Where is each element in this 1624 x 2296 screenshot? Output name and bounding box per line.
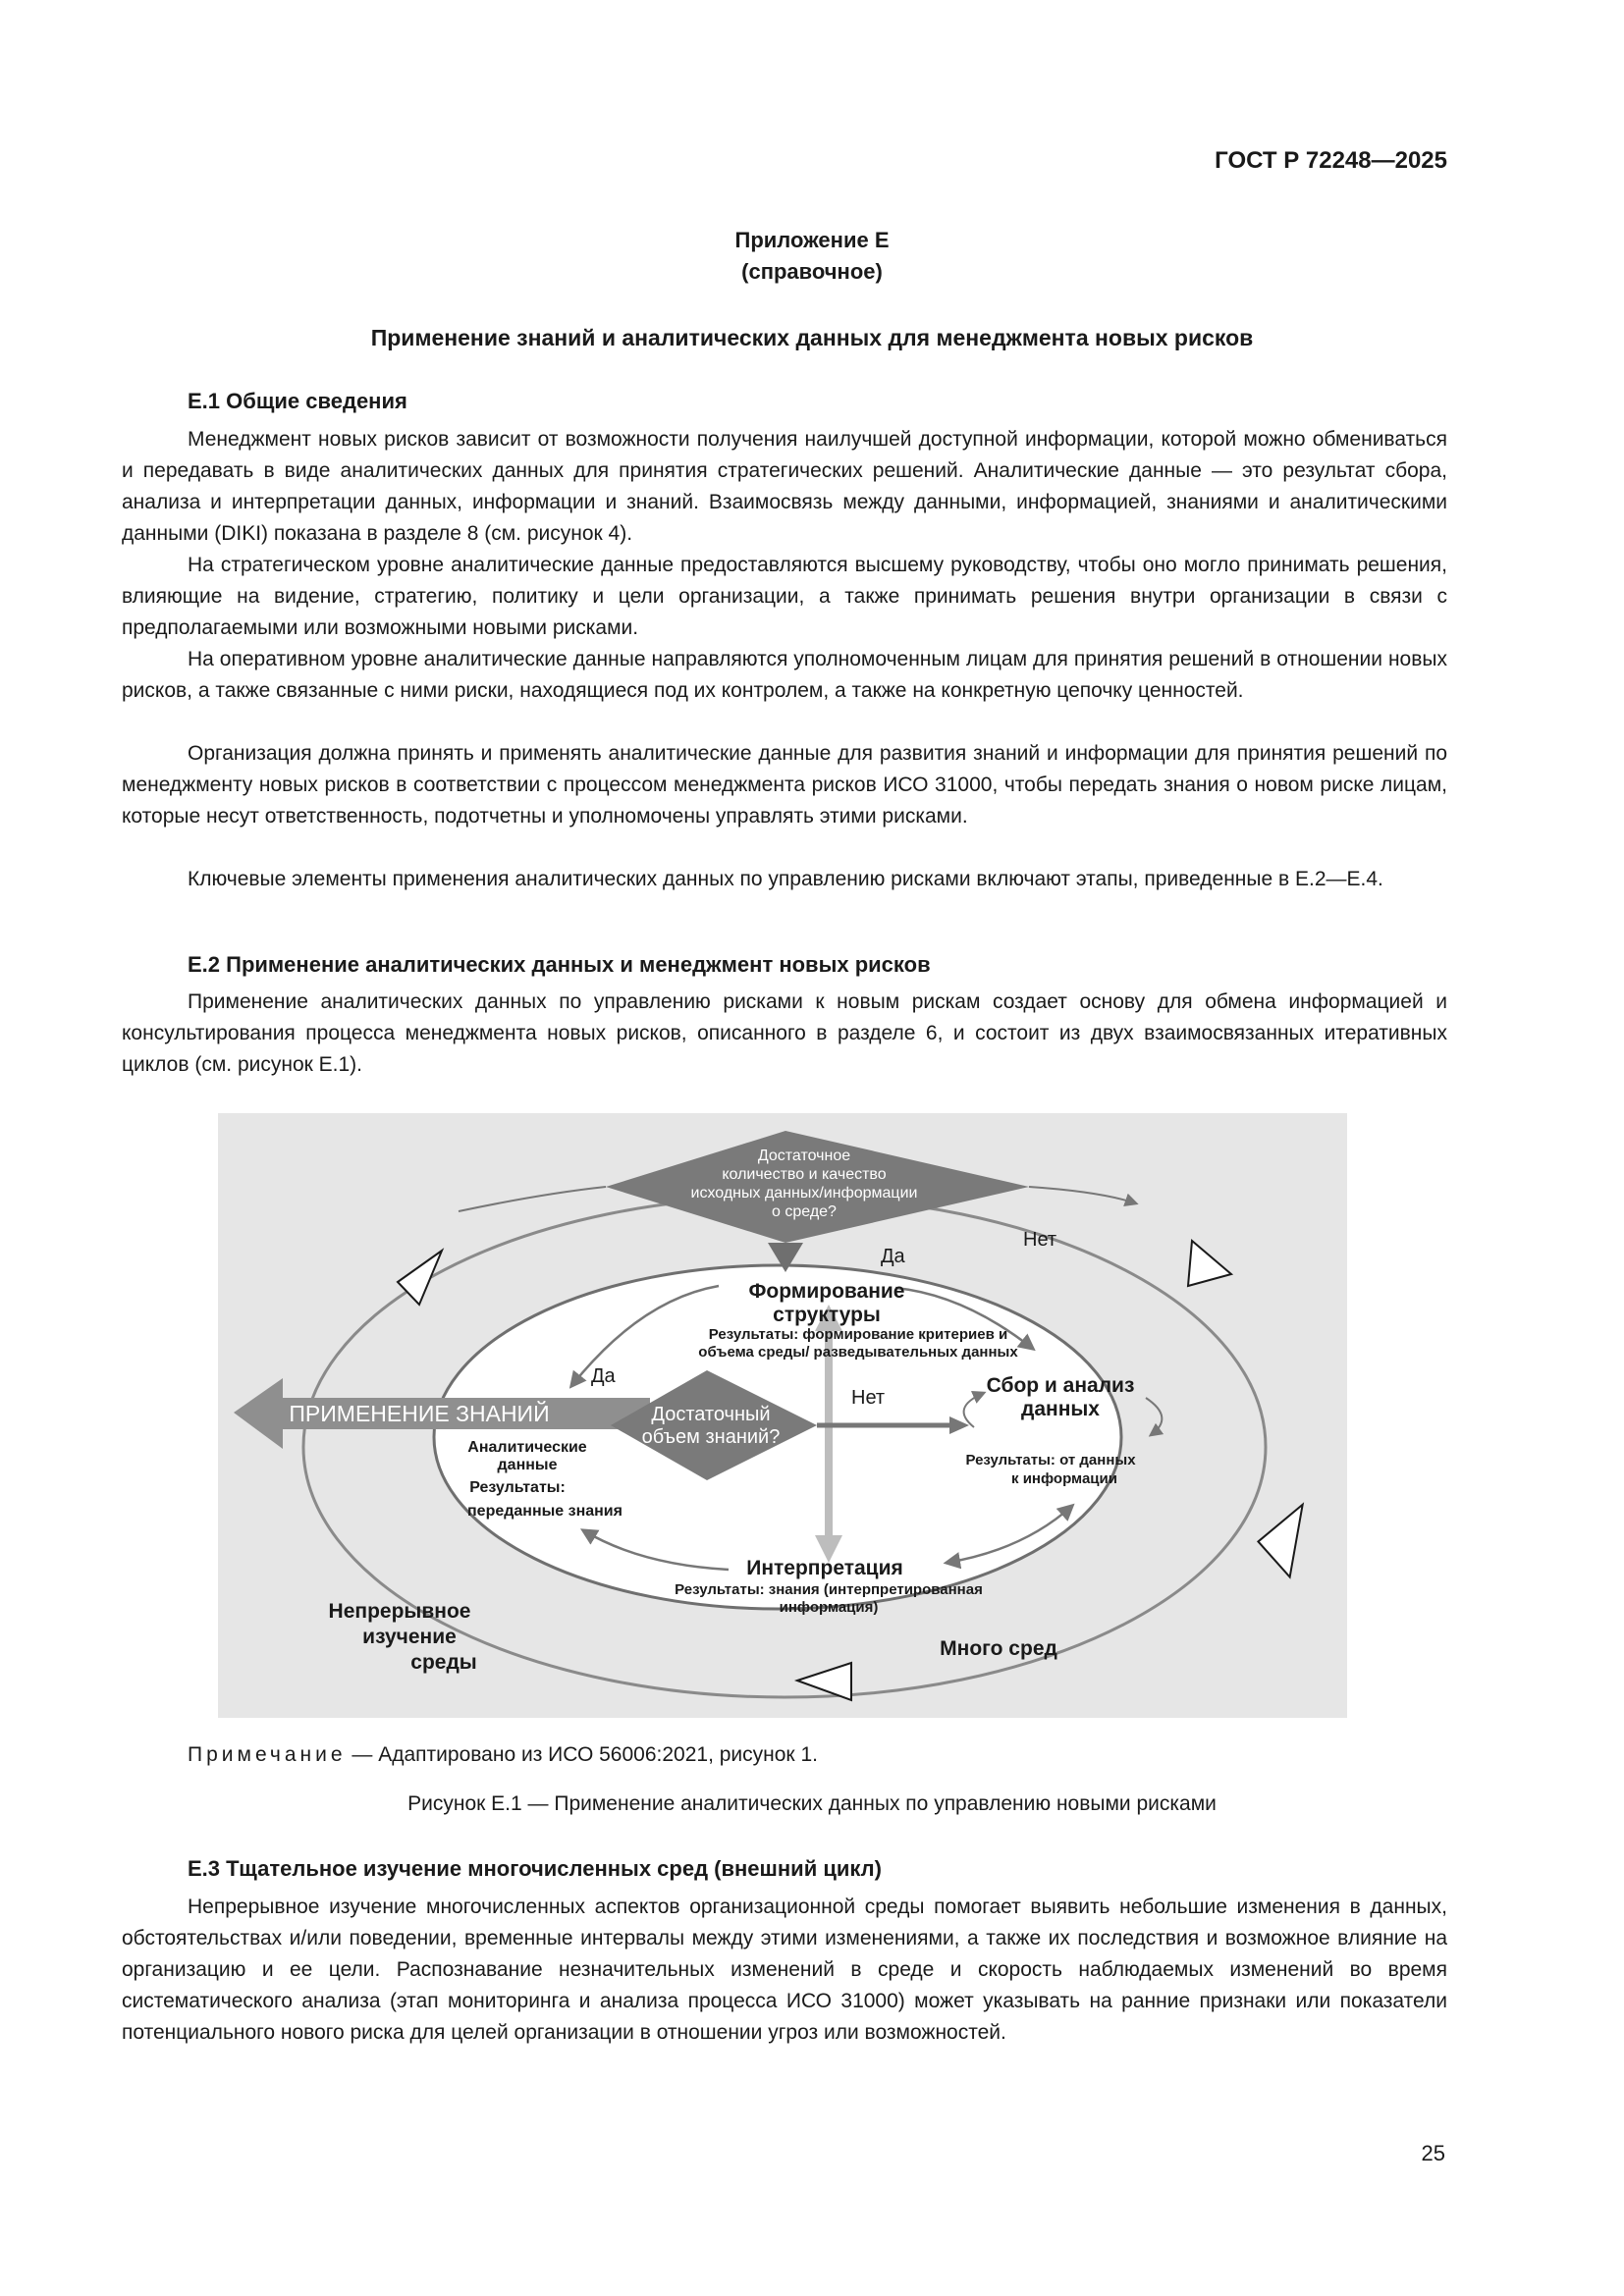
analytics-results-line-1: Результаты:: [469, 1479, 566, 1496]
main-title: Применение знаний и аналитических данных для менеджмента новых рисков: [370, 325, 1254, 350]
inner-yes-label: Да: [591, 1365, 616, 1387]
framing-results-line-1: Результаты: формирование критериев и: [708, 1326, 1008, 1343]
top-diamond-line-3: исходных данных/информации: [690, 1185, 918, 1201]
e1-paragraph-3: На оперативном уровне аналитические данные направляются уполномоченным лицам для принятия решений в отношении новых рисков, а также связанные с ними риски, находящиеся под их контролем, а также на конкретную цепочку ценностей.: [122, 648, 1447, 702]
framing-results-line-2: объема среды/ разведывательных данных: [698, 1344, 1018, 1361]
outer-cycle-arrow-right-icon: [1188, 1241, 1231, 1286]
analytics-label-line-2: данные: [497, 1457, 558, 1473]
analytics-results-line-2: переданные знания: [467, 1503, 623, 1520]
top-ring-segment: [459, 1187, 606, 1211]
section-e1-heading: Е.1 Общие сведения: [188, 389, 407, 413]
continuous-study-line-3: среды: [410, 1651, 477, 1674]
analytics-label-line-1: Аналитические: [467, 1439, 587, 1456]
continuous-study-line-1: Непрерывное: [328, 1600, 471, 1623]
collect-loop-right: [1146, 1398, 1162, 1435]
top-no-arrow: [1029, 1187, 1136, 1203]
standard-header: ГОСТ Р 72248—2025: [1215, 147, 1447, 174]
inner-no-label: Нет: [851, 1387, 886, 1409]
many-environments-label: Много сред: [940, 1637, 1057, 1660]
e2-paragraph: Применение аналитических данных по управлению рисками к новым рискам создает основу для обмена информацией и консультирования процесса менеджмента новых рисков, описанного в разделе 6, и состоит из двух взаимосвязанных итеративных циклов (см. рисунок Е.1).: [122, 990, 1447, 1076]
framing-title-line-1: Формирование: [748, 1280, 905, 1303]
top-diamond-line-4: о среде?: [772, 1203, 837, 1220]
collect-title-line-2: данных: [1021, 1398, 1100, 1420]
outer-cycle-arrow-bottom-right-icon: [1253, 1498, 1302, 1576]
figure-caption: Рисунок Е.1 — Применение аналитических данных по управлению новыми рисками: [407, 1792, 1217, 1815]
outer-cycle-arrow-bottom-icon: [797, 1663, 851, 1700]
top-diamond-line-2: количество и качество: [722, 1166, 887, 1183]
interpretation-results-line-2: информация): [779, 1599, 879, 1616]
page-number: 25: [1421, 2141, 1445, 2165]
collect-title-line-1: Сбор и анализ: [986, 1374, 1135, 1397]
note-text: — Адаптировано из ИСО 56006:2021, рисунок 1.: [346, 1743, 818, 1766]
center-diamond-line-1: Достаточный: [651, 1404, 771, 1425]
continuous-study-line-2: изучение: [362, 1626, 457, 1648]
figure-e1: [218, 1113, 1347, 1718]
note-prefix: Примечание: [188, 1743, 347, 1766]
interpretation-results-line-1: Результаты: знания (интерпретированная: [675, 1581, 983, 1598]
knowledge-application-label: ПРИМЕНЕНИЕ ЗНАНИЙ: [289, 1401, 550, 1426]
framing-title-line-2: структуры: [773, 1304, 881, 1326]
e1-paragraph-4: Организация должна принять и применять аналитические данные для развития знаний и информации для принятия решений по менеджменту новых рисков в соответствии с процессом менеджмента рисков ИСО 31000, чтобы передать знания о новом риске лицам, которые несут ответственность, подотчетны и уполномочены управлять этими рисками.: [122, 742, 1447, 828]
top-yes-label: Да: [881, 1246, 905, 1267]
e1-paragraph-2: На стратегическом уровне аналитические данные предоставляются высшему руководству, чтобы оно могло принимать решения, влияющие на видение, стратегию, политику и цели организации, а также принимать решения внутри организации в связи с предполагаемыми или возможными новыми рисками.: [122, 554, 1447, 639]
collect-results-line-2: к информации: [1011, 1470, 1117, 1487]
center-diamond-line-2: объем знаний?: [641, 1426, 781, 1448]
appendix-subtitle: (справочное): [741, 259, 883, 284]
section-e3-heading: Е.3 Тщательное изучение многочисленных сред (внешний цикл): [188, 1856, 882, 1881]
e1-paragraph-5: Ключевые элементы применения аналитических данных по управлению рисками включают этапы, приведенные в Е.2—Е.4.: [188, 868, 1383, 890]
e3-paragraph: Непрерывное изучение многочисленных аспектов организационной среды помогает выявить небольшие изменения в данных, обстоятельствах и/или поведении, временные интервалы между этими изменениями, а также их последствия и возможное влияние на организацию и ее цели. Распознавание незначительных изменений в среде и скорость наблюдаемых изменений во время систематического анализа (этап мониторинга и анализа процесса ИСО 31000) может указывать на ранние признаки или показатели потенциального нового риска для целей организации в отношении угроз или возможностей.: [122, 1896, 1447, 2044]
collect-results-line-1: Результаты: от данных: [965, 1452, 1136, 1468]
section-e2-heading: Е.2 Применение аналитических данных и менеджмент новых рисков: [188, 952, 931, 977]
diagram-svg: [218, 1113, 1347, 1718]
top-no-label: Нет: [1023, 1229, 1057, 1251]
figure-note: [188, 1743, 818, 1767]
appendix-title: Приложение Е: [734, 228, 890, 252]
interpretation-title: Интерпретация: [746, 1557, 903, 1579]
outer-cycle-arrow-left-icon: [398, 1251, 442, 1305]
top-diamond-line-1: Достаточное: [757, 1148, 851, 1164]
e1-paragraph-1: Менеджмент новых рисков зависит от возможности получения наилучшей доступной информации, которой можно обмениваться и передавать в виде аналитических данных для принятия стратегических решений. Аналитические данные — это результат сбора, анализа и интерпретации данных, информации и знаний. Взаимосвязь между данными, информацией, знаниями и аналитическими данными (DIKI) показана в разделе 8 (см. рисунок 4).: [122, 428, 1447, 545]
